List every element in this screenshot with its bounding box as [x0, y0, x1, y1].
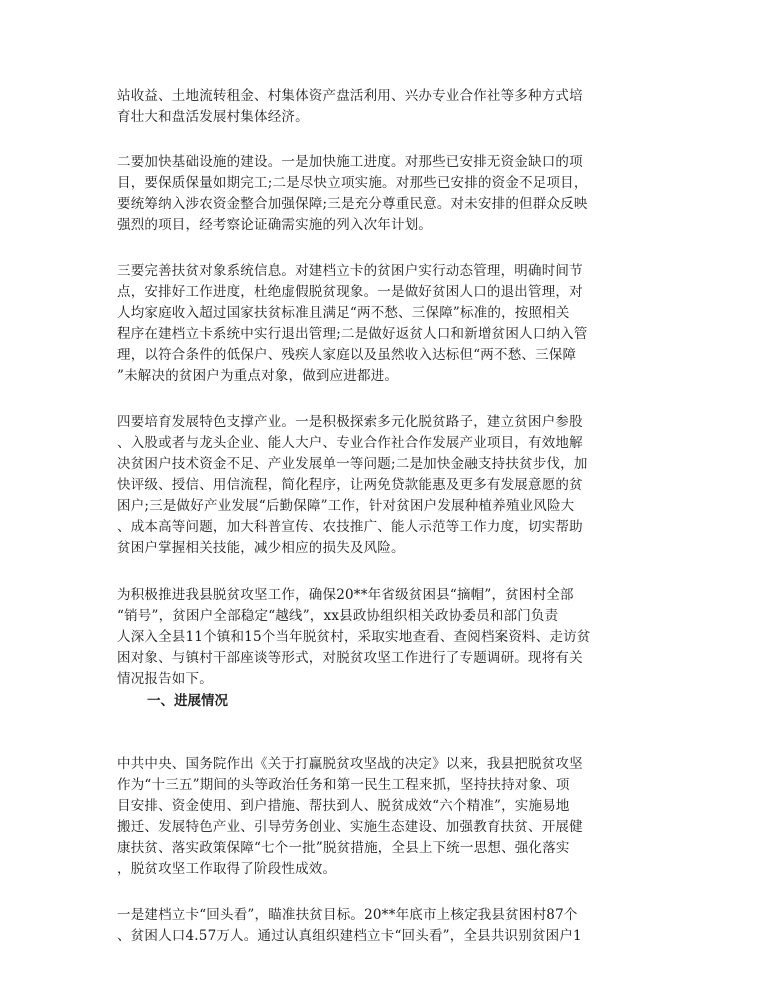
text-line: 站收益、土地流转租金、村集体资产盘活利用、兴办专业合作社等多种方式培 [117, 88, 583, 104]
text-line: ”未解决的贫困户为重点对象，做到应进都进。 [117, 368, 399, 384]
text-line: 、入股或者与龙头企业、能人大户、专业合作社合作发展产业项目，有效地解 [117, 435, 583, 451]
text-line: “销号”，贫困户全部稳定“越线”，xx县政协组织相关政协委员和部门负责 [117, 608, 559, 624]
paragraph-intro [117, 585, 591, 690]
text-line: ，脱贫攻坚工作取得了阶段性成效。 [117, 861, 337, 877]
paragraph-infrastructure [117, 152, 588, 236]
text-line: 作为“十三五”期间的头等政治任务和第一民生工程来抓，坚持扶持对象、项 [117, 777, 570, 793]
paragraph-industry [117, 412, 588, 559]
text-line: 三要完善扶贫对象系统信息。对建档立卡的贫困户实行动态管理，明确时间节 [117, 263, 583, 279]
paragraph-system-info [117, 261, 588, 387]
text-line: 强烈的项目，经考察论证确需实施的列入次年计划。 [117, 217, 433, 233]
text-line: 情况报告如下。 [117, 671, 213, 687]
text-line: 一是建档立卡“回头看”，瞄准扶贫目标。20**年底市上核定我县贫困村87个 [117, 907, 578, 923]
text-line: 目，要保质保量如期完工;二是尽快立项实施。对那些已安排的资金不足项目， [117, 175, 588, 191]
section-heading: 一、进展情况 [147, 693, 228, 709]
text-line: 中共中央、国务院作出《关于打赢脱贫攻坚战的决定》以来，我县把脱贫攻坚 [117, 756, 583, 772]
paragraph-progress [117, 754, 583, 880]
text-line: 目安排、资金使用、到户措施、帮扶到人、脱贫成效“六个精准”，实施易地 [117, 798, 570, 814]
text-line: 人深入全县11个镇和15个当年脱贫村，采取实地查看、查阅档案资料、走访贫 [117, 629, 591, 645]
text-line: 育壮大和盘活发展村集体经济。 [117, 109, 309, 125]
text-line: 康扶贫、落实政策保障“七个一批”脱贫措施，全县上下统一思想、强化落实 [117, 840, 570, 856]
text-line: 搬迁、发展特色产业、引导劳务创业、实施生态建设、加强教育扶贫、开展健 [117, 819, 583, 835]
text-line: 快评级、授信、用信流程，简化程序，让两免贷款能惠及更多有发展意愿的贫 [117, 477, 583, 493]
text-line: 人均家庭收入超过国家扶贫标准且满足“两不愁、三保障”标准的，按照相关 [117, 305, 570, 321]
text-line: 要统筹纳入涉农资金整合加强保障;三是充分尊重民意。对未安排的但群众反映 [117, 196, 588, 212]
text-line: 为积极推进我县脱贫攻坚工作，确保20**年省级贫困县“摘帽”，贫困村全部 [117, 587, 574, 603]
text-line: 困户;三是做好产业发展“后勤保障”工作，针对贫困户发展种植养殖业风险大 [117, 498, 575, 514]
text-line: 二要加快基础设施的建设。一是加快施工进度。对那些已安排无资金缺口的项 [117, 154, 583, 170]
text-line: 决贫困户技术资金不足、产业发展单一等问题;二是加快金融支持扶贫步伐，加 [117, 456, 588, 472]
text-line: 点，安排好工作进度，杜绝虚假脱贫现象。一是做好贫困人口的退出管理，对 [117, 284, 583, 300]
paragraph-village-economy [117, 86, 583, 128]
text-line: 困对象、与镇村干部座谈等形式，对脱贫攻坚工作进行了专题调研。现将有关 [117, 650, 583, 666]
text-line: 程序在建档立卡系统中实行退出管理;二是做好返贫人口和新增贫困人口纳入管 [117, 326, 588, 342]
text-line: 理，以符合条件的低保户、残疾人家庭以及虽然收入达标但“两不愁、三保障 [117, 347, 577, 363]
text-line: 贫困户掌握相关技能，减少相应的损失及风险。 [117, 540, 405, 556]
text-line: 、成本高等问题，加大科普宣传、农技推广、能人示范等工作力度，切实帮助 [117, 519, 583, 535]
text-line: 四要培育发展特色支撑产业。一是积极探索多元化脱贫路子，建立贫困户参股 [117, 414, 583, 430]
paragraph-archive-review [117, 905, 582, 947]
text-line: 、贫困人口4.57万人。通过认真组织建档立卡“回头看”，全县共识别贫困户1 [117, 928, 582, 944]
